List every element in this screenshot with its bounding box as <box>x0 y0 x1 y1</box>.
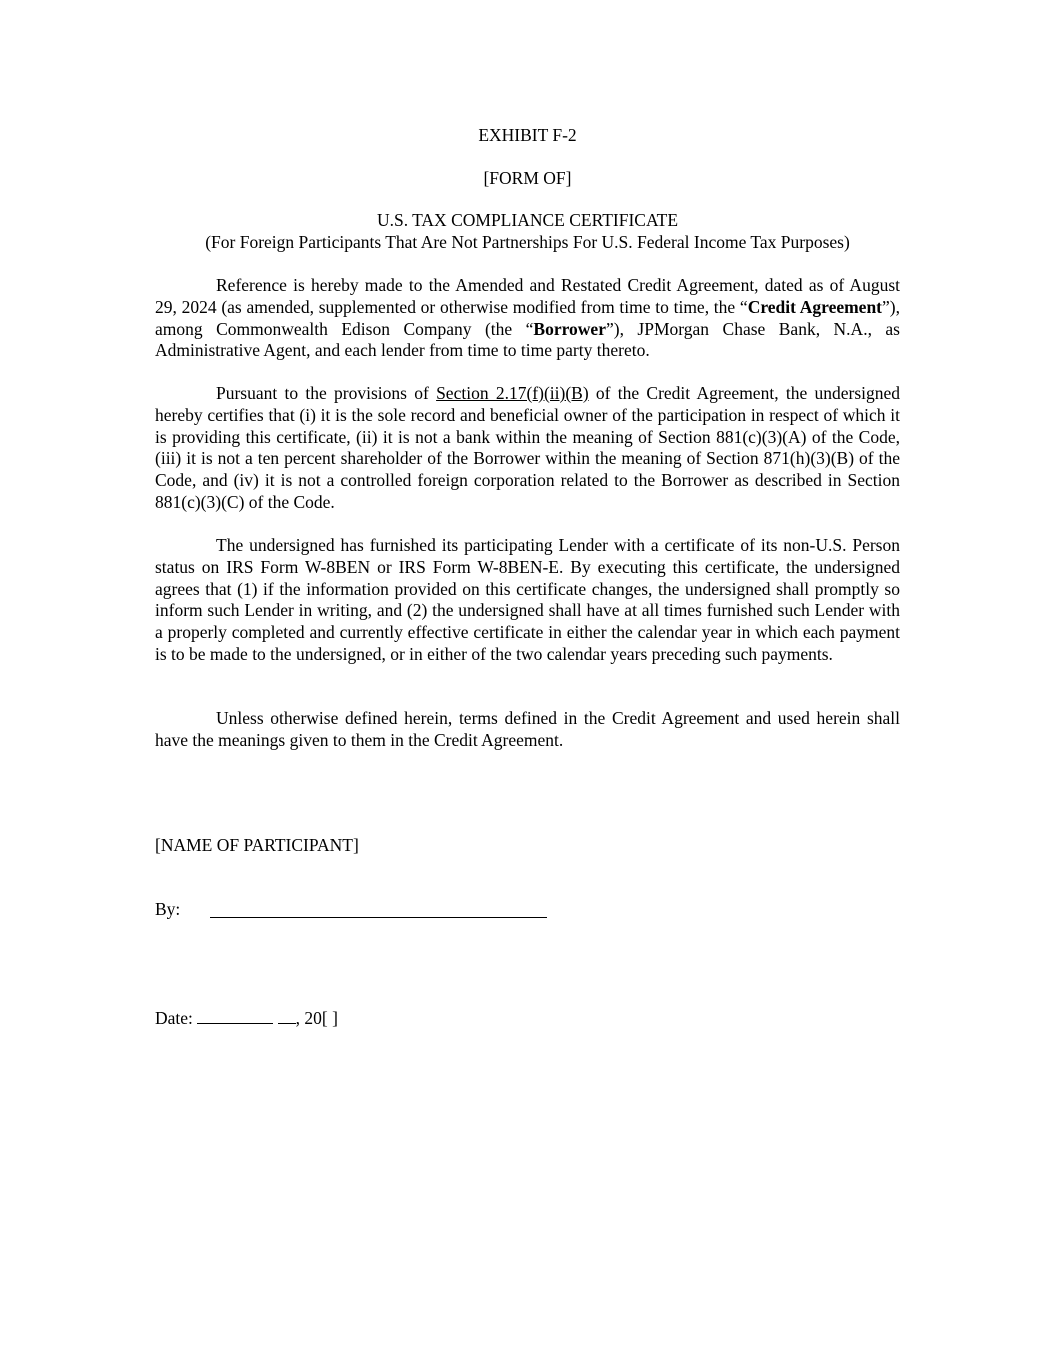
date-year-suffix: , 20[ ] <box>295 1008 338 1028</box>
term-borrower: Borrower <box>533 318 606 339</box>
paragraph-reference-text-1: Reference is hereby made to the Amended and Restated Credit Agreement, dated as of August 29, 2024 (as amended, supplemented or otherwise modified from time to time, the “ <box>155 275 900 317</box>
paragraph-furnished: The undersigned has furnished its participating Lender with a certificate of its non-U.S. Person status on IRS Form W-8BEN or IRS Form W-8BEN-E. By executing this certificate, the undersigned agrees that (1) if the information provided on this certificate changes, the undersigned shall promptly so inform such Lender in writing, and (2) the undersigned shall have at all times furnished such Lender with a properly completed and currently effective certificate in either the calendar year in which each payment is to be made to the undersigned, or in either of the two calendar years preceding such payments. <box>155 535 900 664</box>
paragraph-definitions: Unless otherwise defined herein, terms defined in the Credit Agreement and used herein shall have the meanings given to them in the Credit Agreement. <box>155 708 900 750</box>
date-line <box>155 1007 338 1030</box>
paragraph-certification <box>155 383 900 514</box>
section-reference: Section 2.17(f)(ii)(B) <box>436 383 589 403</box>
paragraph-certification-text-2: of the Credit Agreement, the undersigned hereby certifies that (i) it is the sole record and beneficial owner of the participation in respect of which it is providing this certificate, (ii) it is not a bank within the meaning of Section 881(c)(3)(A) of the Code, (iii) it is not a ten percent shareholder of the Borrower within the meaning of Section 871(h)(3)(B) of the Code, and (iv) it is not a controlled foreign corporation related to the Borrower as described in Section 881(c)(3)(C) of the Code. <box>155 383 901 512</box>
by-label: By: <box>155 899 181 919</box>
date-label: Date: <box>155 1008 193 1028</box>
paragraph-reference <box>155 275 900 362</box>
paragraph-reference-text-2: ”), among Commonwealth Edison Company (the “ <box>155 296 900 339</box>
form-of-label: [FORM OF] <box>483 168 572 188</box>
date-month-blank[interactable] <box>197 1007 273 1024</box>
participant-name-placeholder: [NAME OF PARTICIPANT] <box>155 835 359 855</box>
exhibit-label: EXHIBIT F-2 <box>478 125 577 145</box>
paragraph-reference-text-3: ”), JPMorgan Chase Bank, N.A., as Administrative Agent, and each lender from time to time party thereto. <box>155 318 900 361</box>
term-credit-agreement: Credit Agreement <box>747 296 883 317</box>
certificate-title: U.S. TAX COMPLIANCE CERTIFICATE <box>376 210 679 230</box>
paragraph-certification-text-1: Pursuant to the provisions of <box>216 383 437 403</box>
certificate-subtitle: (For Foreign Participants That Are Not Partnerships For U.S. Federal Income Tax Purposes) <box>205 232 850 252</box>
signature-line[interactable] <box>210 917 547 918</box>
date-day-blank[interactable] <box>278 1007 296 1024</box>
